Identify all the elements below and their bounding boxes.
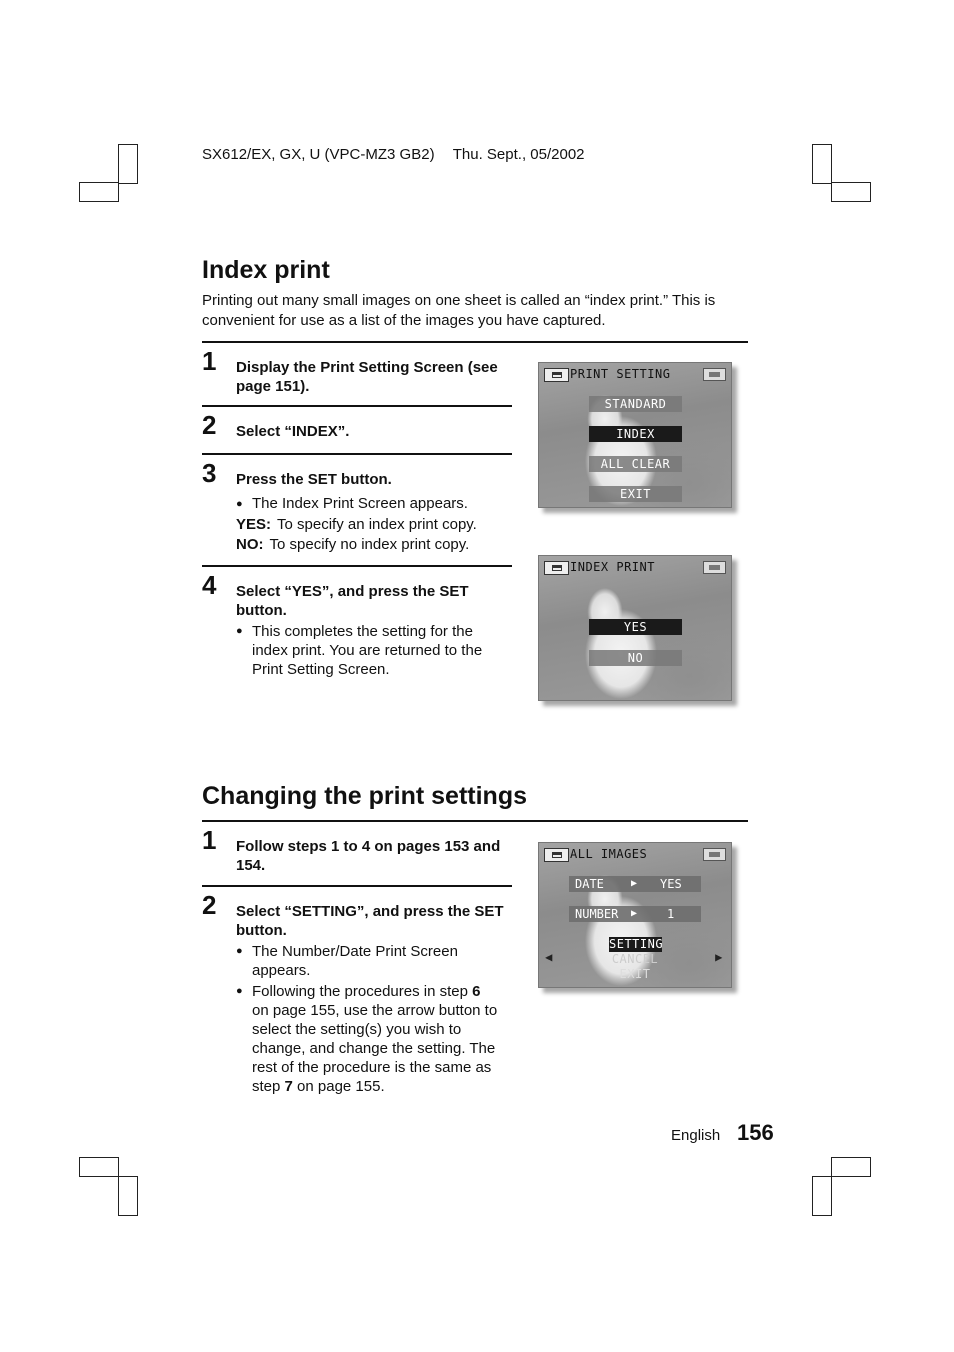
screen-title: INDEX PRINT [570, 560, 655, 574]
definition-key: NO: [236, 536, 264, 553]
date-setting-row[interactable] [569, 876, 701, 892]
menu-item-all-clear[interactable]: ALL CLEAR [589, 456, 682, 472]
menu-item-setting[interactable]: SETTING [609, 937, 664, 951]
definition-text: To specify no index print copy. [269, 536, 470, 553]
crop-mark [812, 1176, 832, 1216]
step-body [236, 622, 498, 679]
step-number: 1 [202, 346, 217, 376]
printer-icon [544, 368, 569, 382]
step-body [236, 494, 512, 556]
bullet-item [236, 982, 498, 1096]
section-rule [202, 341, 748, 343]
step-number: 2 [202, 890, 217, 920]
definition-key: YES: [236, 515, 272, 533]
footer-language: English [671, 1127, 721, 1144]
menu-item-no[interactable]: NO [589, 650, 682, 666]
step-divider [202, 405, 512, 407]
step-divider [202, 885, 512, 887]
screen-title: PRINT SETTING [570, 367, 671, 381]
step-divider [202, 565, 512, 567]
crop-mark [812, 144, 832, 184]
step-title: Press the SET button. [236, 471, 392, 488]
camera-screen-print-setting [538, 362, 732, 508]
step-number: 2 [202, 410, 217, 440]
bullet-text: on page 155. [292, 1078, 385, 1095]
row-label: NUMBER [575, 907, 619, 921]
arrow-right-icon: ▶ [631, 908, 638, 919]
header-date: Thu. Sept., 05/2002 [452, 146, 585, 163]
menu-item-cancel[interactable]: CANCEL [611, 952, 659, 966]
step-body [236, 942, 498, 1096]
step-1 [202, 825, 512, 875]
step-2 [202, 410, 512, 441]
step-number: 4 [202, 570, 217, 600]
section-title-changing-settings: Changing the print settings [202, 782, 527, 810]
page-number: 156 [737, 1120, 774, 1145]
menu-item-index[interactable]: INDEX [589, 426, 682, 442]
step-ref: 7 [284, 1078, 293, 1095]
crop-mark [79, 1157, 119, 1177]
bullet-text: on page 155, use the arrow button to select the setting(s) you wish to change, and change the setting. The rest of the procedure is the same as step [252, 1002, 498, 1095]
step-number: 1 [202, 825, 217, 855]
crop-mark [79, 182, 119, 202]
step-2 [202, 890, 512, 1096]
menu-item-exit[interactable]: EXIT [589, 486, 682, 502]
arrow-right-icon: ▶ [631, 878, 638, 889]
menu-item-exit[interactable]: EXIT [619, 967, 651, 981]
screen-title: ALL IMAGES [570, 847, 648, 861]
step-1 [202, 346, 512, 396]
bullet-text: Following the procedures in step [252, 983, 473, 1000]
arrow-left-icon[interactable]: ◀ [545, 950, 553, 964]
printer-icon [544, 561, 569, 575]
menu-item-yes[interactable]: YES [589, 619, 682, 635]
header-model: SX612/EX, GX, U (VPC-MZ3 GB2) [202, 146, 435, 163]
step-title: Follow steps 1 to 4 on pages 153 and 154. [236, 838, 501, 874]
bullet-item: ● The Number/Date Print Screen appears. [236, 942, 498, 980]
card-icon [703, 368, 726, 381]
definition-text: To specify an index print copy. [277, 515, 477, 533]
section-rule [202, 820, 748, 822]
camera-screen-index-print [538, 555, 732, 701]
step-title: Select “YES”, and press the SET button. [236, 583, 469, 619]
definition-yes [202, 515, 512, 536]
intro-paragraph: Printing out many small images on one sheet is called an “index print.” This is convenient for use as a list of the images you have captured. [202, 292, 716, 329]
step-title: Display the Print Setting Screen (see page 151). [236, 359, 498, 395]
crop-mark [118, 1176, 138, 1216]
card-icon [703, 848, 726, 861]
number-setting-row[interactable] [569, 906, 701, 922]
step-title: Select “SETTING”, and press the SET button. [236, 903, 504, 939]
definition-no [236, 535, 512, 556]
step-number: 3 [202, 458, 217, 488]
row-value: YES [660, 877, 682, 891]
row-value: 1 [667, 907, 675, 921]
step-divider [202, 453, 512, 455]
document-header [202, 146, 585, 163]
bullet-item: ● This completes the setting for the index print. You are returned to the Print Setting Screen. [236, 622, 498, 679]
printer-icon [544, 848, 569, 862]
card-icon [703, 561, 726, 574]
crop-mark [118, 144, 138, 184]
row-label: DATE [575, 877, 604, 891]
step-3 [202, 458, 512, 556]
crop-mark [831, 1157, 871, 1177]
step-ref: 6 [472, 983, 481, 1000]
section-title-index-print: Index print [202, 256, 330, 284]
step-4 [202, 570, 512, 679]
arrow-right-icon[interactable]: ▶ [715, 950, 723, 964]
step-title: Select “INDEX”. [236, 423, 350, 440]
crop-mark [831, 182, 871, 202]
bullet-item: ● The Index Print Screen appears. [236, 494, 512, 515]
camera-screen-all-images [538, 842, 732, 988]
menu-item-standard[interactable]: STANDARD [589, 396, 682, 412]
